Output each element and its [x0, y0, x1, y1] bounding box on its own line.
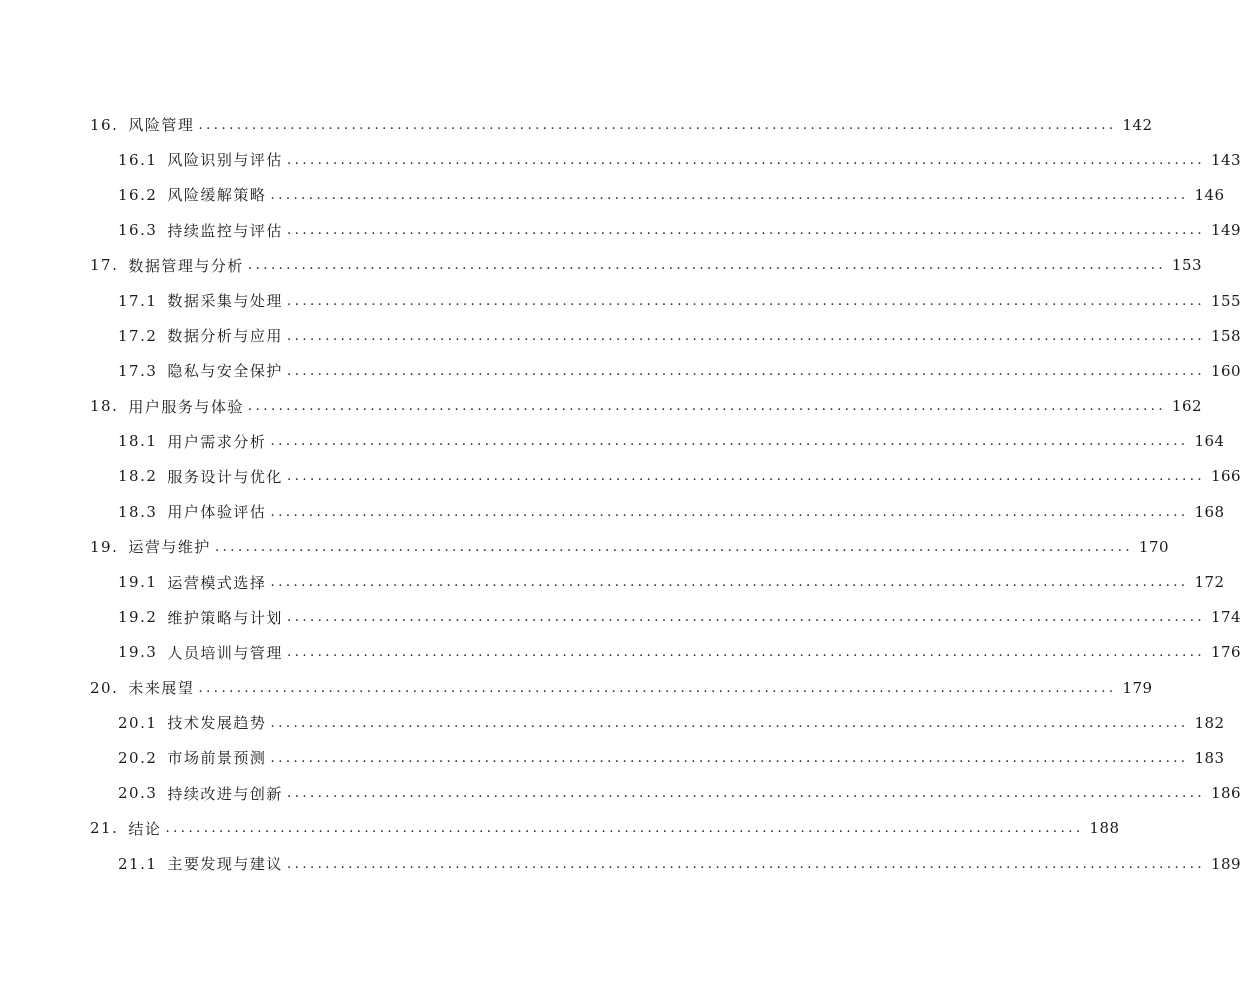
toc-entry-number: 18.2 [118, 467, 158, 486]
toc-entry-title: 技术发展趋势 [167, 714, 267, 733]
dot-leader: ........................................................................................................................ [247, 257, 1166, 274]
toc-entry-number: 17.1 [118, 291, 158, 310]
toc-page-number: 172 [1194, 573, 1225, 592]
toc-entry-number: 17. [90, 256, 119, 275]
toc-page-number: 143 [1210, 150, 1241, 169]
dot-leader: ........................................................................................................................ [286, 468, 1205, 485]
toc-entry-number: 20.3 [118, 784, 158, 803]
toc-entry-number: 18.1 [118, 432, 158, 451]
toc-section-row[interactable] [0, 142, 1241, 177]
toc-page-number: 174 [1210, 608, 1241, 627]
dot-leader: ........................................................................................................................ [270, 433, 1189, 450]
toc-section-row[interactable] [0, 776, 1241, 811]
toc-entry-number: 19.3 [118, 643, 158, 662]
toc-entry-number: 21. [90, 819, 119, 838]
toc-entry-title: 风险缓解策略 [167, 186, 267, 205]
dot-leader: ........................................................................................................................ [286, 292, 1205, 309]
dot-leader: ........................................................................................................................ [198, 679, 1117, 696]
toc-entry-number: 17.2 [118, 326, 158, 345]
toc-entry-title: 持续监控与评估 [167, 221, 283, 240]
toc-entry-number: 16.3 [118, 221, 158, 240]
dot-leader: ........................................................................................................................ [286, 222, 1205, 239]
toc-entry-number: 16.1 [118, 150, 158, 169]
toc-section-row[interactable] [0, 740, 1225, 775]
toc-entry-number: 16.2 [118, 185, 158, 204]
toc-chapter-row[interactable] [0, 811, 1120, 846]
toc-page-number: 166 [1210, 467, 1241, 486]
dot-leader: ........................................................................................................................ [165, 820, 1084, 837]
toc-entry-number: 16. [90, 115, 119, 134]
toc-entry-title: 用户需求分析 [167, 432, 267, 451]
dot-leader: ........................................................................................................................ [286, 855, 1205, 872]
table-of-contents [0, 107, 1241, 881]
dot-leader: ........................................................................................................................ [198, 116, 1117, 133]
toc-section-row[interactable] [0, 494, 1225, 529]
toc-entry-number: 18.3 [118, 502, 158, 521]
toc-entry-title: 维护策略与计划 [167, 608, 283, 627]
dot-leader: ........................................................................................................................ [214, 538, 1133, 555]
toc-entry-title: 服务设计与优化 [167, 467, 283, 486]
toc-entry-number: 19.1 [118, 573, 158, 592]
toc-page-number: 146 [1194, 185, 1225, 204]
toc-entry-title: 风险识别与评估 [167, 151, 283, 170]
toc-page-number: 170 [1138, 537, 1170, 556]
toc-section-row[interactable] [0, 459, 1241, 494]
toc-entry-title: 运营与维护 [128, 538, 211, 557]
toc-entry-number: 17.3 [118, 361, 158, 380]
toc-page-number: 168 [1194, 502, 1225, 521]
toc-page-number: 186 [1210, 784, 1241, 803]
toc-page-number: 160 [1210, 361, 1241, 380]
toc-page-number: 158 [1210, 326, 1241, 345]
dot-leader: ........................................................................................................................ [286, 785, 1205, 802]
toc-page-number: 179 [1122, 678, 1153, 697]
dot-leader: ........................................................................................................................ [270, 749, 1189, 766]
dot-leader: ........................................................................................................................ [286, 151, 1205, 168]
toc-entry-title: 市场前景预测 [167, 749, 267, 768]
toc-entry-title: 结论 [128, 819, 162, 838]
toc-entry-number: 20.1 [118, 713, 158, 732]
toc-section-row[interactable] [0, 318, 1241, 353]
dot-leader: ........................................................................................................................ [286, 644, 1205, 661]
dot-leader: ........................................................................................................................ [270, 186, 1189, 203]
toc-chapter-row[interactable] [0, 389, 1203, 424]
toc-entry-title: 人员培训与管理 [167, 643, 283, 662]
toc-entry-title: 隐私与安全保护 [167, 362, 283, 381]
toc-page-number: 189 [1210, 854, 1241, 873]
dot-leader: ........................................................................................................................ [286, 609, 1205, 626]
toc-section-row[interactable] [0, 353, 1241, 388]
toc-page-number: 149 [1210, 221, 1241, 240]
toc-entry-number: 18. [90, 397, 119, 416]
toc-entry-number: 19. [90, 537, 119, 556]
toc-entry-number: 19.2 [118, 608, 158, 627]
toc-section-row[interactable] [0, 705, 1225, 740]
toc-section-row[interactable] [0, 213, 1241, 248]
toc-chapter-row[interactable] [0, 248, 1203, 283]
toc-entry-title: 用户体验评估 [167, 503, 267, 522]
toc-page-number: 164 [1194, 432, 1225, 451]
toc-entry-title: 数据管理与分析 [128, 256, 244, 275]
toc-section-row[interactable] [0, 564, 1225, 599]
toc-entry-title: 风险管理 [128, 116, 195, 135]
dot-leader: ........................................................................................................................ [286, 362, 1205, 379]
toc-section-row[interactable] [0, 283, 1241, 318]
toc-entry-title: 数据采集与处理 [167, 292, 283, 311]
dot-leader: ........................................................................................................................ [270, 574, 1189, 591]
dot-leader: ........................................................................................................................ [247, 398, 1166, 415]
toc-entry-number: 20.2 [118, 748, 158, 767]
toc-entry-number: 20. [90, 678, 119, 697]
toc-page-number: 183 [1194, 748, 1225, 767]
toc-section-row[interactable] [0, 600, 1241, 635]
dot-leader: ........................................................................................................................ [270, 714, 1189, 731]
toc-entry-title: 用户服务与体验 [128, 397, 244, 416]
toc-entry-title: 未来展望 [128, 679, 195, 698]
toc-section-row[interactable] [0, 177, 1225, 212]
toc-page-number: 142 [1122, 115, 1153, 134]
toc-section-row[interactable] [0, 424, 1225, 459]
toc-section-row[interactable] [0, 635, 1241, 670]
toc-page-number: 162 [1171, 397, 1203, 416]
toc-chapter-row[interactable] [0, 529, 1170, 564]
toc-entry-title: 主要发现与建议 [167, 855, 283, 874]
toc-chapter-row[interactable] [0, 670, 1153, 705]
dot-leader: ........................................................................................................................ [286, 327, 1205, 344]
toc-chapter-row[interactable] [0, 107, 1153, 142]
toc-entry-title: 持续改进与创新 [167, 784, 283, 803]
toc-page-number: 153 [1171, 256, 1203, 275]
toc-entry-title: 数据分析与应用 [167, 327, 283, 346]
toc-entry-title: 运营模式选择 [167, 573, 267, 592]
toc-section-row[interactable] [0, 846, 1241, 881]
toc-page-number: 188 [1089, 819, 1120, 838]
toc-page-number: 176 [1210, 643, 1241, 662]
dot-leader: ........................................................................................................................ [270, 503, 1189, 520]
toc-page-number: 155 [1210, 291, 1241, 310]
toc-page-number: 182 [1194, 713, 1225, 732]
toc-entry-number: 21.1 [118, 854, 158, 873]
